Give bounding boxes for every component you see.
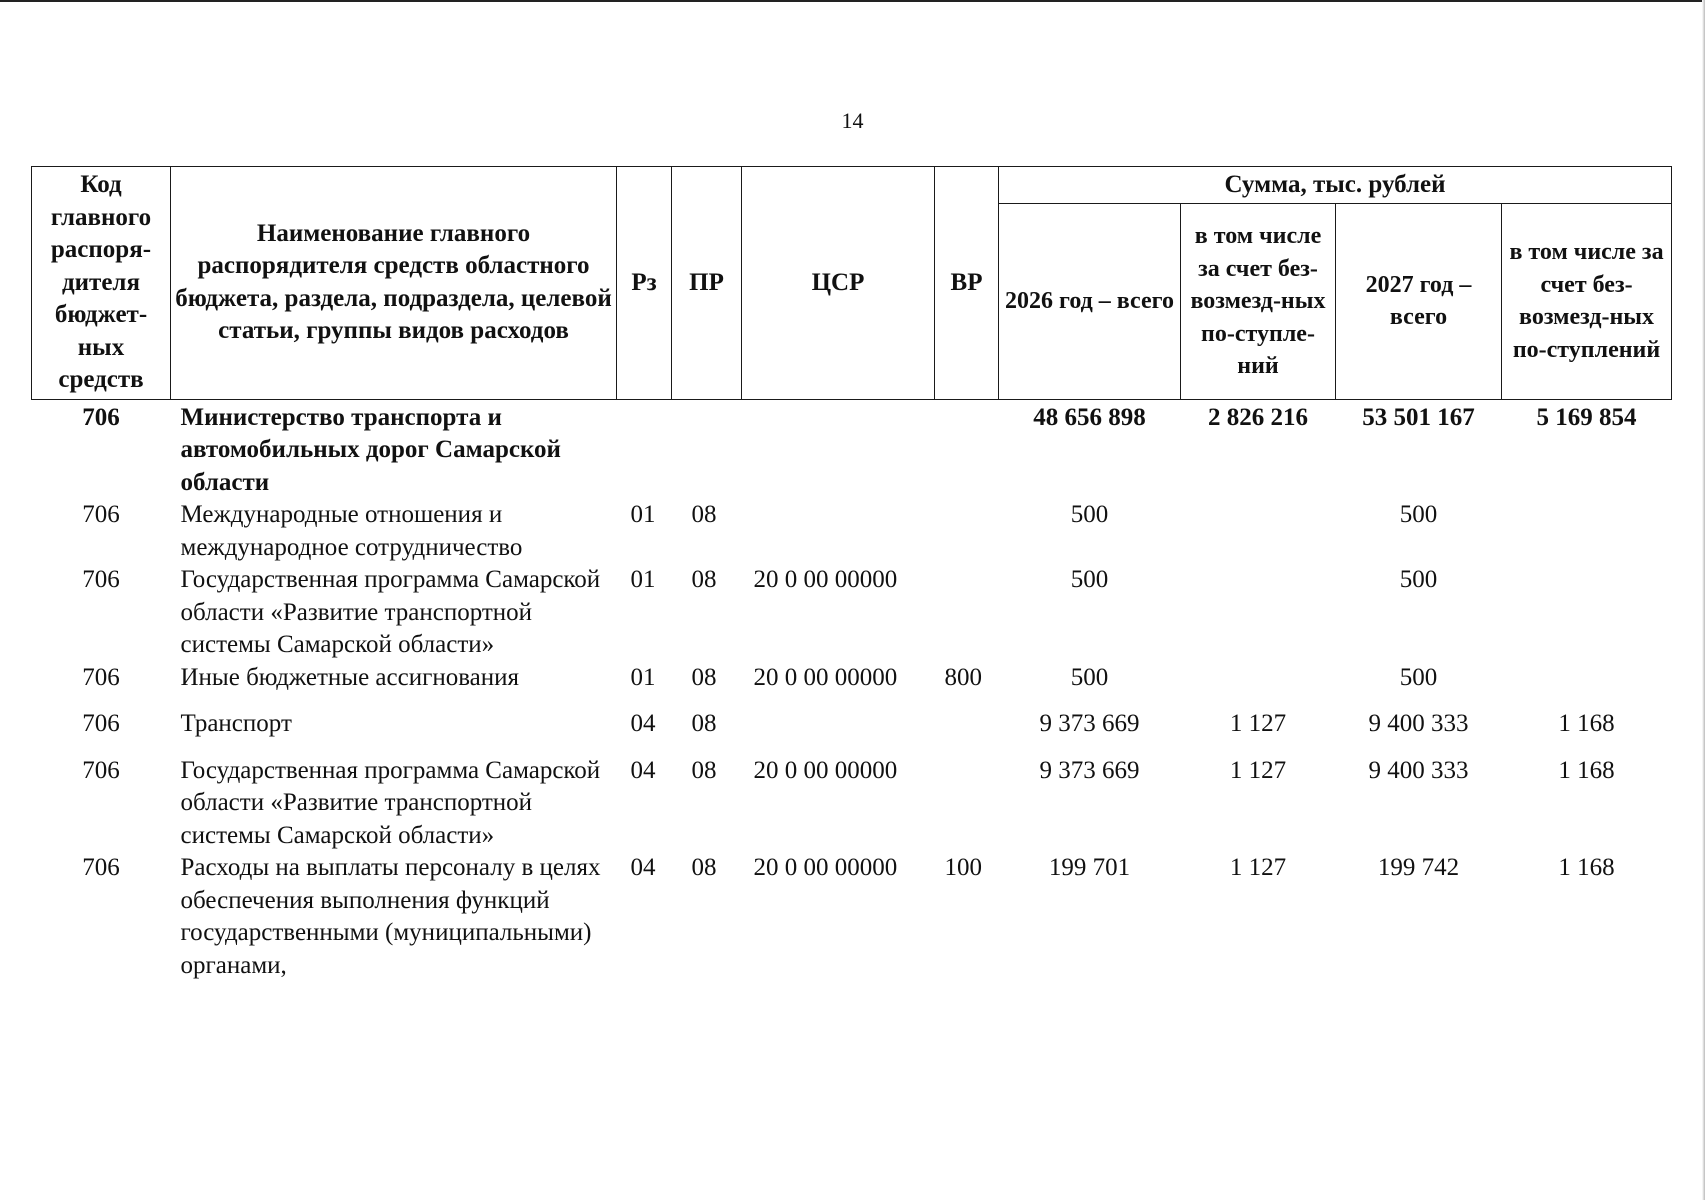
cell-pr: 08 xyxy=(691,566,717,593)
cell-2027-total: 199 742 xyxy=(1377,854,1460,881)
cell-pr: 08 xyxy=(691,854,717,881)
cell-2027-free: 1 168 xyxy=(1558,854,1615,881)
header-csr: ЦСР xyxy=(742,167,935,400)
cell-rz: 04 xyxy=(630,854,656,881)
header-rz: Рз xyxy=(617,167,672,400)
cell-2027-total: 500 xyxy=(1399,566,1438,593)
header-code: Код главного распоря-дителя бюджет-ных средств xyxy=(32,167,171,400)
header-pr: ПР xyxy=(672,167,742,400)
header-2026-free: в том числе за счет без-возмезд-ных по-ступле-ний xyxy=(1181,204,1336,400)
cell-2026-free xyxy=(1181,499,1336,564)
cell-rz: 01 xyxy=(630,501,656,528)
cell-name: Иные бюджетные ассигнования xyxy=(180,663,520,691)
page-top-rule xyxy=(0,0,1705,2)
header-sum-group: Сумма, тыс. рублей xyxy=(999,167,1672,204)
cell-csr xyxy=(742,399,935,499)
table-row xyxy=(32,852,1672,982)
cell-pr: 08 xyxy=(691,756,717,784)
table-row xyxy=(32,755,1672,853)
header-name: Наименование главного распорядителя средств областного бюджета, раздела, подраздела, целевой статьи, группы видов расходов xyxy=(171,167,617,400)
cell-name: Транспорт xyxy=(180,710,292,737)
cell-2026-free xyxy=(1181,564,1336,662)
cell-rz: 01 xyxy=(630,566,656,593)
table-row xyxy=(32,499,1672,564)
cell-2026-total: 48 656 898 xyxy=(1033,403,1146,431)
cell-code: 706 xyxy=(82,501,120,528)
cell-2027-total: 9 400 333 xyxy=(1368,756,1469,784)
cell-2027-free: 1 168 xyxy=(1558,756,1615,784)
cell-rz: 04 xyxy=(630,710,656,737)
cell-name: Министерство транспорта и автомобильных дорог Самарской области xyxy=(180,403,561,496)
table-row xyxy=(32,399,1672,499)
cell-vr xyxy=(935,755,999,853)
cell-vr xyxy=(935,399,999,499)
table-header xyxy=(32,167,1672,400)
cell-2026-free: 2 826 216 xyxy=(1208,403,1308,431)
cell-2026-free: 1 127 xyxy=(1229,756,1287,784)
cell-2027-free xyxy=(1502,564,1672,662)
cell-code: 706 xyxy=(82,756,120,784)
cell-name: Расходы на выплаты персоналу в целях обеспечения выполнения функций государственными (муниципальными) органами, xyxy=(180,854,601,979)
cell-2027-total: 53 501 167 xyxy=(1362,403,1475,431)
cell-csr: 20 0 00 00000 xyxy=(753,756,898,784)
cell-pr: 08 xyxy=(691,710,717,737)
cell-csr: 20 0 00 00000 xyxy=(753,566,898,593)
cell-name: Государственная программа Самарской области «Развитие транспортной системы Самарской области» xyxy=(180,566,601,658)
cell-2026-free xyxy=(1181,662,1336,709)
cell-2026-total: 9 373 669 xyxy=(1039,710,1140,737)
cell-vr: 800 xyxy=(944,663,982,691)
cell-csr xyxy=(742,499,935,564)
header-vr: ВР xyxy=(935,167,999,400)
table-row xyxy=(32,708,1672,755)
cell-code: 706 xyxy=(82,854,120,881)
cell-pr: 08 xyxy=(691,501,717,528)
cell-2026-total: 9 373 669 xyxy=(1039,756,1140,784)
cell-pr xyxy=(672,399,742,499)
table-row xyxy=(32,662,1672,709)
cell-vr xyxy=(935,564,999,662)
cell-2027-free xyxy=(1502,662,1672,709)
cell-vr: 100 xyxy=(944,854,982,881)
cell-rz xyxy=(617,399,672,499)
cell-2026-total: 199 701 xyxy=(1048,854,1131,881)
cell-csr: 20 0 00 00000 xyxy=(753,663,898,691)
cell-2026-total: 500 xyxy=(1070,663,1109,691)
cell-2026-free: 1 127 xyxy=(1229,854,1287,881)
cell-2027-total: 9 400 333 xyxy=(1368,710,1469,737)
cell-name: Государственная программа Самарской области «Развитие транспортной системы Самарской области» xyxy=(180,756,601,849)
cell-2027-free: 5 169 854 xyxy=(1536,403,1637,431)
cell-2027-free: 1 168 xyxy=(1558,710,1615,737)
cell-rz: 04 xyxy=(630,756,656,784)
cell-code: 706 xyxy=(82,403,120,431)
cell-2026-free: 1 127 xyxy=(1229,710,1287,737)
table-row xyxy=(32,564,1672,662)
cell-rz: 01 xyxy=(630,663,656,691)
budget-table xyxy=(31,166,1672,982)
cell-2026-total: 500 xyxy=(1070,501,1109,528)
cell-vr xyxy=(935,499,999,564)
cell-2027-free xyxy=(1502,499,1672,564)
header-2026-total: 2026 год – всего xyxy=(999,204,1181,400)
cell-csr xyxy=(742,708,935,755)
cell-csr: 20 0 00 00000 xyxy=(753,854,898,881)
cell-code: 706 xyxy=(82,710,120,737)
cell-code: 706 xyxy=(82,663,120,691)
cell-2027-total: 500 xyxy=(1399,501,1438,528)
cell-code: 706 xyxy=(82,566,120,593)
header-2027-free: в том числе за счет без-возмезд-ных по-ступлений xyxy=(1502,204,1672,400)
header-2027-total: 2027 год – всего xyxy=(1336,204,1502,400)
page-number: 14 xyxy=(841,108,864,133)
cell-vr xyxy=(935,708,999,755)
table-body xyxy=(32,399,1672,982)
cell-2026-total: 500 xyxy=(1070,566,1109,593)
cell-2027-total: 500 xyxy=(1399,663,1438,691)
cell-pr: 08 xyxy=(691,663,717,691)
cell-name: Международные отношения и международное сотрудничество xyxy=(180,501,523,561)
